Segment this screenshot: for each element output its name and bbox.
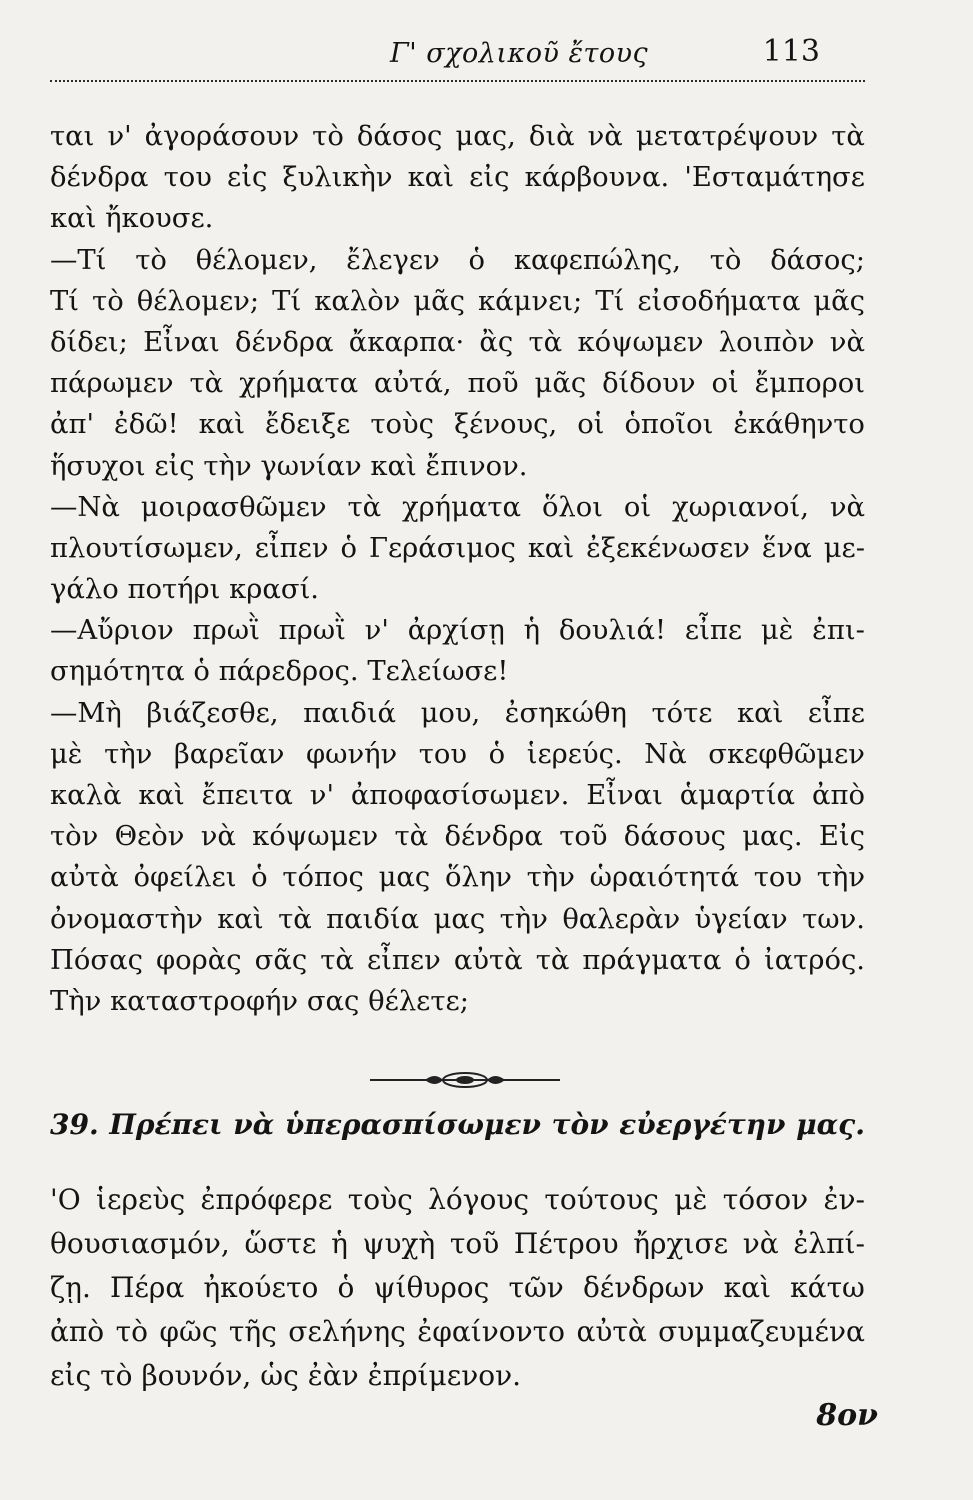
- word: τοὺς: [370, 409, 435, 441]
- word: μὲ: [760, 615, 794, 647]
- word: ἤρχισε: [633, 1227, 729, 1260]
- text-line: [50, 487, 865, 528]
- word: μας: [433, 903, 486, 935]
- word: ποτήρι: [127, 574, 221, 606]
- word: ἐπι-: [812, 615, 865, 647]
- word: ξυλικὴν: [282, 162, 393, 194]
- word: ὁ: [251, 862, 268, 894]
- word: χρήματα: [239, 368, 359, 400]
- word: ὡς: [260, 1359, 299, 1392]
- word: ἄκαρπα·: [348, 326, 465, 358]
- word: τούτους: [544, 1183, 659, 1216]
- word: ἀπ': [50, 409, 95, 441]
- word: ὡραιότητά: [589, 862, 739, 894]
- word: γωνίαν: [260, 450, 362, 482]
- word: σκεφθῶμεν: [708, 738, 865, 770]
- word: Τί: [50, 285, 80, 317]
- word: ἔμποροι: [754, 368, 865, 400]
- word: καὶ: [723, 1271, 772, 1304]
- word: ἐσηκώθη: [504, 697, 627, 729]
- word: σελήνης: [288, 1315, 406, 1348]
- word: ποῦ: [467, 368, 519, 400]
- word: —Μὴ: [50, 697, 122, 729]
- word: θουσιασμόν,: [50, 1227, 230, 1260]
- word: ἁμαρτία: [679, 780, 796, 811]
- word: ἀποφασίσωμεν.: [350, 780, 570, 811]
- word: ἔπειτα: [201, 780, 293, 811]
- word: ἡ: [523, 615, 540, 647]
- word: ται: [50, 121, 95, 152]
- word: λόγους: [428, 1183, 530, 1216]
- word: εἶπεν: [254, 532, 329, 564]
- word: του: [163, 162, 212, 194]
- word: του: [418, 738, 468, 770]
- word: ἂς: [479, 326, 514, 358]
- word: ψίθυρος: [373, 1271, 490, 1304]
- text-line: [50, 940, 865, 981]
- text-line: [50, 404, 865, 445]
- word: συμμαζευμένα: [658, 1315, 865, 1348]
- word: ἐδῶ!: [114, 409, 179, 441]
- word: δάσος: [356, 121, 443, 152]
- word: καὶ: [198, 409, 245, 441]
- word: νὰ: [829, 326, 865, 358]
- word: βαρεῖαν: [173, 738, 285, 770]
- word: ἐν-: [823, 1183, 865, 1216]
- word: τὸ: [92, 285, 124, 317]
- word: φωνήν: [305, 738, 398, 770]
- word: ἕνα: [761, 532, 812, 564]
- word: ἱερεύς.: [526, 738, 623, 770]
- word: τὰ: [831, 121, 865, 152]
- word: ἤκουσε.: [105, 203, 214, 235]
- word: εἰς: [154, 450, 195, 482]
- word: δένδρα: [50, 162, 149, 194]
- word: Εἰς: [818, 821, 865, 853]
- word: δίδουν: [602, 368, 696, 400]
- page-header: [50, 30, 865, 78]
- word: καὶ: [736, 697, 784, 729]
- word: 'Εσταμάτησε: [684, 162, 865, 194]
- text-line: [50, 363, 865, 404]
- word: οἱ: [577, 409, 605, 441]
- word: τὸ: [100, 1359, 133, 1392]
- word: χωριανοί,: [672, 491, 809, 523]
- word: τὴν: [499, 903, 548, 935]
- text-line: [50, 1310, 865, 1354]
- word: μας.: [796, 1108, 865, 1141]
- word: καταστροφήν: [110, 985, 299, 1017]
- word: καὶ: [138, 780, 185, 811]
- text-line: [50, 857, 865, 898]
- word: μᾶς: [534, 368, 587, 400]
- word: τὸν: [551, 1108, 609, 1141]
- word: ἐξεκένωσεν: [586, 532, 750, 564]
- word: πάρωμεν: [50, 368, 174, 400]
- word: κάρβουνα.: [524, 162, 670, 194]
- word: Νὰ: [644, 738, 687, 770]
- word: ξένους,: [454, 409, 558, 441]
- word: ἱερεὺς: [96, 1183, 186, 1216]
- word: τὰ: [535, 944, 570, 976]
- text-line: [50, 198, 865, 239]
- word: ν': [364, 615, 389, 647]
- word: ὁ: [488, 738, 506, 770]
- word: μοιρασθῶμεν: [140, 491, 327, 523]
- word: ζῃ.: [50, 1271, 91, 1304]
- word: ὅλοι: [541, 491, 604, 523]
- word: ἐπρίμενον.: [367, 1359, 522, 1392]
- word: —Νὰ: [50, 491, 120, 523]
- text-line: [50, 816, 865, 857]
- word: βιάζεσθε,: [146, 697, 279, 729]
- word: ὥστε: [244, 1227, 317, 1260]
- text-line: [50, 157, 865, 198]
- word: ὑγείαν: [694, 903, 788, 935]
- text-line: [50, 569, 865, 610]
- word: ὀνομαστὴν: [50, 903, 203, 935]
- word: αὐτὰ: [453, 944, 523, 976]
- word: μας: [378, 862, 431, 894]
- word: ἀπὸ: [50, 1315, 105, 1348]
- word: 'Ο: [50, 1183, 81, 1216]
- word: ἐὰν: [307, 1359, 359, 1392]
- word: θέλομεν;: [136, 285, 260, 317]
- word: ἡ: [331, 1227, 348, 1260]
- word: ἰατρός.: [763, 944, 865, 976]
- word: λοιπὸν: [718, 326, 815, 358]
- word: πρωῒ: [278, 615, 346, 647]
- word: τὸ: [709, 244, 742, 276]
- word: ἠκούετο: [203, 1271, 319, 1304]
- word: ἀγοράσουν: [144, 121, 300, 152]
- word: ἐλπί-: [793, 1227, 865, 1260]
- word: δάσους: [623, 821, 726, 853]
- word: καὶ: [370, 450, 417, 482]
- text-line: [50, 528, 865, 569]
- page-number: 113: [762, 34, 820, 69]
- word: Πέτρου: [513, 1227, 619, 1260]
- word: κάμνει;: [478, 285, 583, 317]
- word: αὐτὰ: [576, 1315, 647, 1348]
- word: νὰ: [233, 1108, 275, 1141]
- text-line: [50, 775, 865, 816]
- text-line: [50, 981, 865, 1022]
- word: χρήματα: [401, 491, 522, 523]
- word: παιδιά: [303, 697, 397, 729]
- word: γάλο: [50, 574, 119, 606]
- word: ὁ: [340, 532, 357, 564]
- word: τόσον: [722, 1183, 809, 1216]
- word: καὶ: [407, 162, 455, 194]
- word: Θεὸν: [114, 821, 185, 853]
- word: μου,: [420, 697, 481, 729]
- word: ὁ: [468, 244, 486, 276]
- word: μᾶς: [813, 285, 865, 317]
- word: δένδρα: [444, 821, 543, 853]
- text-line: [50, 116, 865, 157]
- text-line: [50, 693, 865, 734]
- word: τὰ: [278, 903, 312, 935]
- word: νὰ: [200, 821, 236, 853]
- word: ἐκάθηντο: [733, 409, 865, 441]
- word: ψυχὴ: [362, 1227, 436, 1260]
- word: νὰ: [742, 1227, 779, 1260]
- word: Τί: [272, 285, 302, 317]
- word: των.: [802, 903, 865, 935]
- text-line: [50, 322, 865, 363]
- text-line: [50, 240, 865, 281]
- word: πλουτίσωμεν,: [50, 532, 243, 564]
- word: Πέρα: [109, 1271, 185, 1304]
- word: τόπος: [282, 862, 364, 894]
- word: τὰ: [189, 368, 224, 400]
- word: Εἶναι: [143, 326, 220, 358]
- word: Πρέπει: [109, 1108, 223, 1141]
- word: Τὴν: [50, 985, 102, 1017]
- word: καὶ: [217, 903, 264, 935]
- word: τὸ: [115, 1315, 148, 1348]
- word: τὸν: [50, 821, 99, 853]
- word: —Αὔριον: [50, 615, 174, 647]
- word: Τί: [595, 285, 625, 317]
- word: Πόσας: [50, 944, 143, 976]
- word: τὰ: [528, 326, 563, 358]
- word: τὸ: [312, 121, 344, 152]
- word: δουλιά!: [558, 615, 667, 647]
- word: τὰ: [320, 944, 354, 976]
- signature-mark: 8ον: [816, 1398, 878, 1433]
- word: τῆς: [228, 1315, 277, 1348]
- word: καφεπώλης,: [513, 244, 681, 276]
- word: ν': [309, 780, 334, 811]
- section-heading: [50, 1108, 865, 1141]
- word: τὸ: [135, 244, 167, 276]
- text-line: [50, 446, 865, 487]
- word: τοῦ: [449, 1227, 500, 1260]
- word: αὐτά,: [374, 368, 452, 400]
- word: με-: [823, 532, 865, 564]
- body-text: [50, 116, 865, 1022]
- word: 39.: [50, 1108, 99, 1141]
- word: ἥσυχοι: [50, 450, 146, 482]
- word: κάτω: [790, 1271, 865, 1304]
- running-title: Γ' σχολικοῦ ἔτους: [390, 38, 649, 69]
- word: ἔλεγεν: [346, 244, 440, 276]
- text-line: [50, 610, 865, 651]
- word: τότε: [651, 697, 713, 729]
- word: ὁ: [193, 656, 210, 688]
- word: οἱ: [711, 368, 739, 400]
- word: καὶ: [527, 532, 575, 564]
- word: εἰσοδήματα: [637, 285, 801, 317]
- text-line: [50, 651, 865, 692]
- word: τὴν: [526, 862, 575, 894]
- section-text: [50, 1178, 865, 1398]
- word: ὁ: [337, 1271, 355, 1304]
- text-line: [50, 899, 865, 940]
- word: θέλομεν,: [195, 244, 318, 276]
- word: μὲ: [674, 1183, 708, 1216]
- text-line: [50, 734, 865, 775]
- word: θαλερὰν: [562, 903, 681, 935]
- word: δίδει;: [50, 326, 128, 358]
- word: ἀρχίσῃ: [407, 615, 505, 647]
- word: τὴν: [203, 450, 252, 482]
- word: πάρεδρος.: [218, 656, 359, 688]
- word: τὰ: [394, 821, 429, 853]
- word: εὐεργέτην: [619, 1108, 786, 1141]
- word: κρασί.: [229, 574, 320, 606]
- word: κόψωμεν: [577, 326, 704, 358]
- text-line: [50, 281, 865, 322]
- word: τοῦ: [559, 821, 608, 853]
- word: εἶπε: [684, 615, 743, 647]
- word: —Τί: [50, 244, 107, 276]
- word: τὴν: [816, 862, 865, 894]
- word: πράγματα: [582, 944, 722, 976]
- word: τὰ: [347, 491, 382, 523]
- word: εἶπεν: [366, 944, 441, 976]
- word: μας,: [455, 121, 516, 152]
- word: ὑπερασπίσωμεν: [284, 1108, 541, 1141]
- word: καλὰ: [50, 780, 122, 811]
- word: ν': [107, 121, 132, 152]
- word: τοὺς: [347, 1183, 413, 1216]
- word: φορὰς: [155, 944, 242, 976]
- word: εἰς: [50, 1359, 92, 1392]
- header-rule: [50, 80, 865, 82]
- word: δένδρα: [235, 326, 334, 358]
- word: ὁ: [734, 944, 751, 976]
- section-divider-ornament: [365, 1068, 565, 1092]
- word: πρωῒ: [192, 615, 260, 647]
- word: φῶς: [159, 1315, 218, 1348]
- word: μας.: [742, 821, 803, 853]
- word: νὰ: [587, 121, 623, 152]
- word: δάσος;: [770, 244, 865, 276]
- word: Γεράσιμος: [368, 532, 516, 564]
- word: ἀπὸ: [811, 780, 865, 811]
- word: εἰς: [469, 162, 510, 194]
- word: μᾶς: [413, 285, 466, 317]
- word: εἰς: [227, 162, 268, 194]
- word: ὁποῖοι: [624, 409, 714, 441]
- word: μὲ: [50, 738, 83, 770]
- text-line: [50, 1178, 865, 1222]
- word: οἱ: [623, 491, 652, 523]
- word: σημότητα: [50, 656, 185, 688]
- word: ὀφείλει: [133, 862, 237, 894]
- text-line: [50, 1222, 865, 1266]
- word: μετατρέψουν: [635, 121, 819, 152]
- word: καλὸν: [314, 285, 401, 317]
- word: θέλετε;: [368, 985, 469, 1017]
- word: βουνόν,: [141, 1359, 252, 1392]
- word: ἐφαίνοντο: [417, 1315, 566, 1348]
- word: δένδρων: [582, 1271, 705, 1304]
- word: σας: [306, 985, 360, 1017]
- text-line: [50, 1354, 865, 1398]
- word: ἔπινον.: [425, 450, 528, 482]
- word: τὴν: [104, 738, 153, 770]
- word: εἶπε: [807, 697, 865, 729]
- word: ἔδειξε: [264, 409, 351, 441]
- word: αὐτὰ: [50, 862, 119, 894]
- word: καὶ: [50, 203, 97, 235]
- word: ὅλην: [445, 862, 512, 894]
- word: κόψωμεν: [252, 821, 379, 853]
- word: ἐπρόφερε: [200, 1183, 333, 1216]
- word: σᾶς: [254, 944, 308, 976]
- word: Τελείωσε!: [367, 656, 509, 688]
- word: παιδία: [326, 903, 420, 935]
- word: νὰ: [829, 491, 865, 523]
- word: του: [753, 862, 803, 894]
- text-line: [50, 1266, 865, 1310]
- word: διὰ: [528, 121, 575, 152]
- word: τῶν: [508, 1271, 564, 1304]
- word: Εἶναι: [586, 780, 663, 811]
